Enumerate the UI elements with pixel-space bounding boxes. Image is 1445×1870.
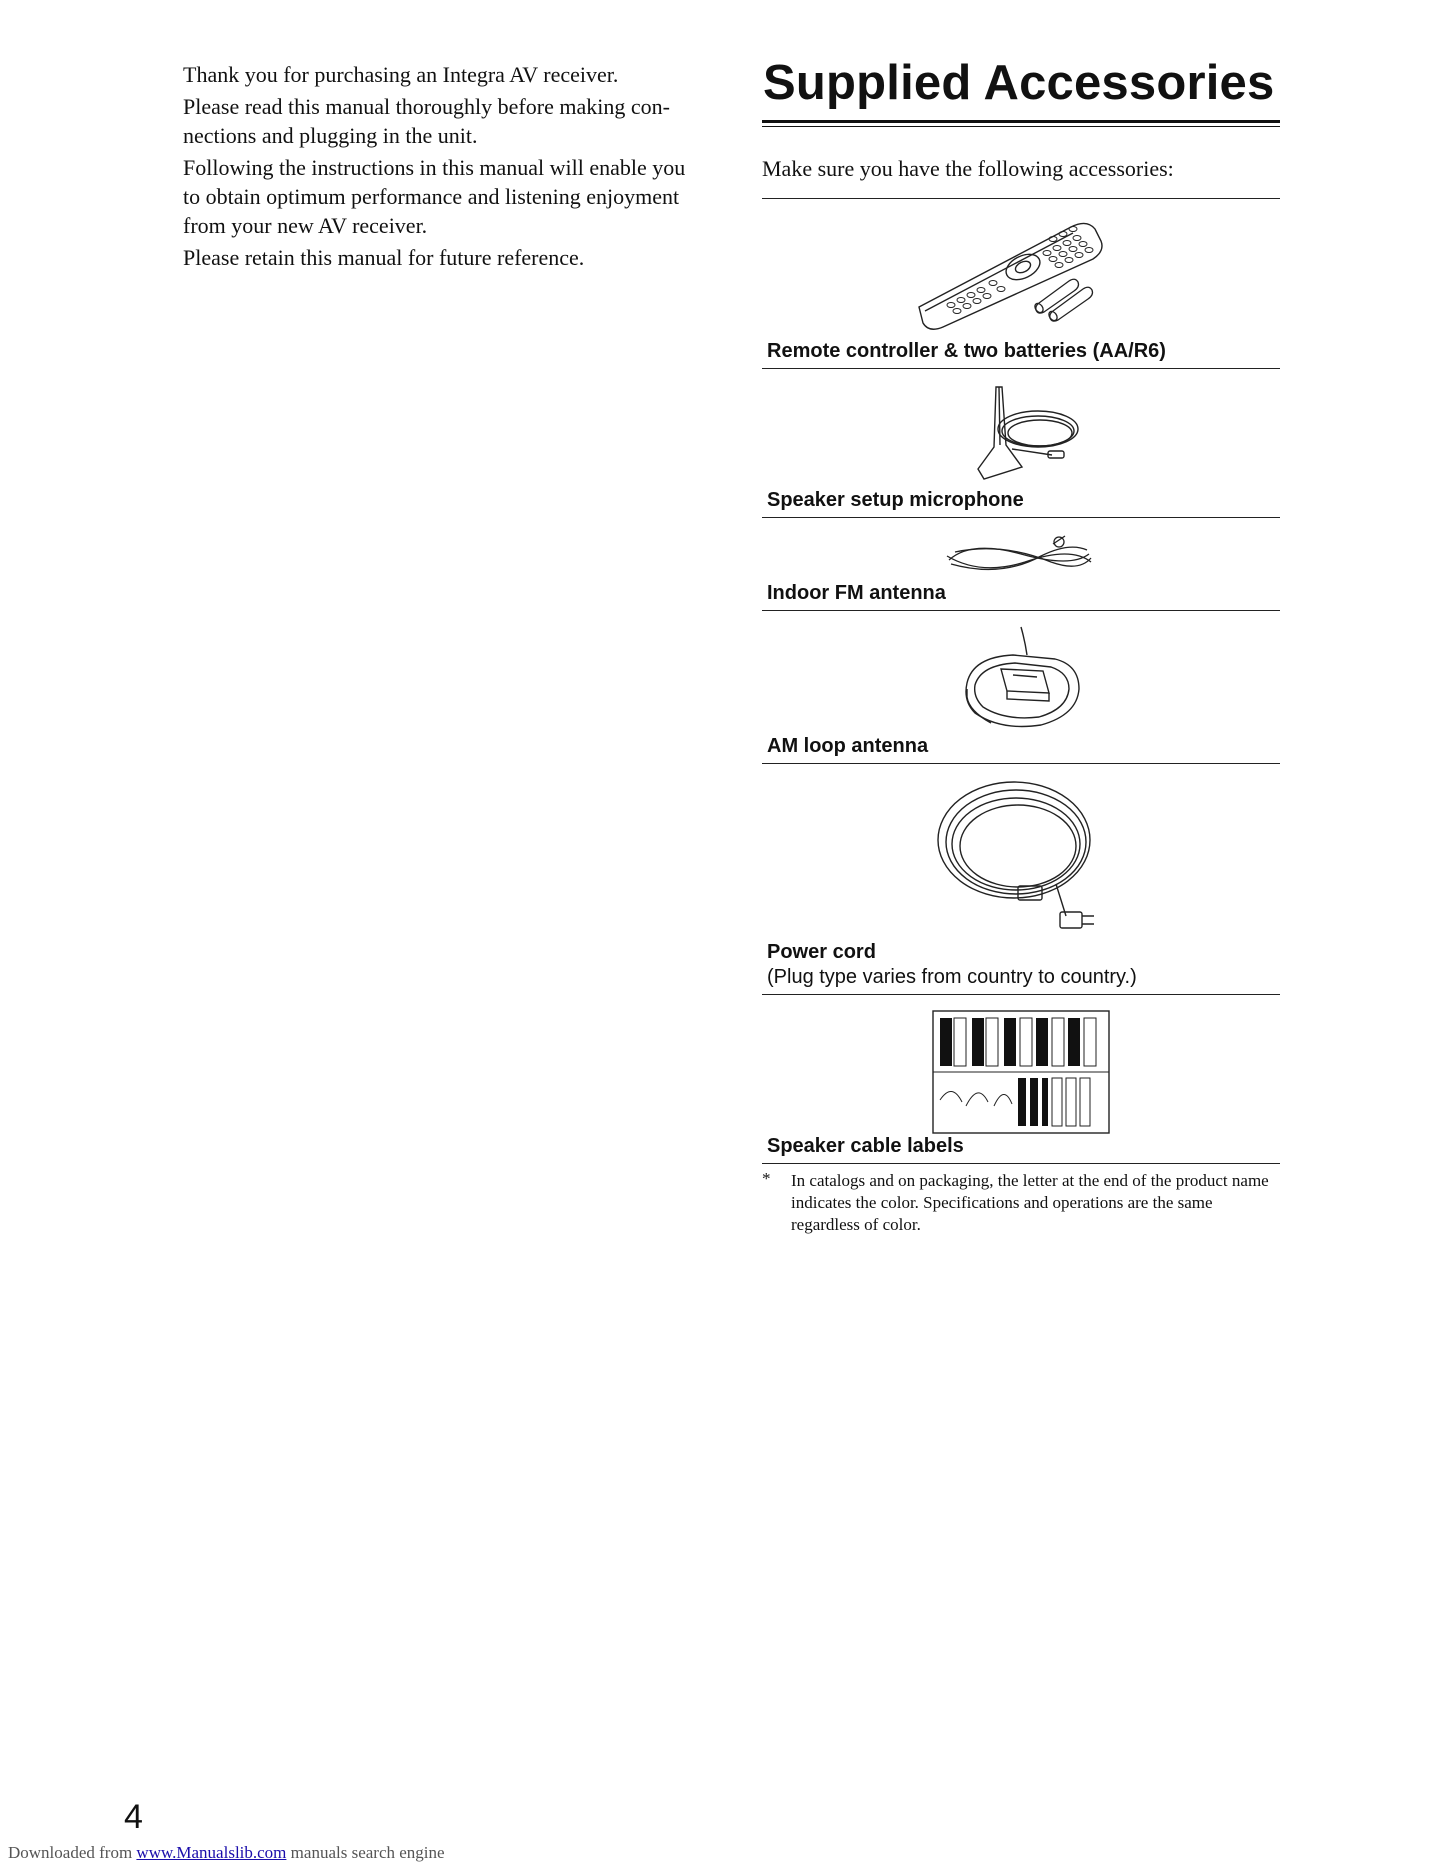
intro-paragraph: Thank you for purchasing an Integra AV receiver.	[183, 62, 619, 87]
accessory-label: Speaker setup microphone	[767, 489, 1024, 511]
accessory-label: Speaker cable labels	[767, 1135, 964, 1157]
footnote	[762, 1170, 1282, 1236]
accessory-label	[767, 940, 1137, 990]
accessory-label: Indoor FM antenna	[767, 582, 946, 604]
accessory-fm-antenna	[762, 518, 1280, 611]
accessory-remote	[762, 199, 1280, 369]
power-cord-icon	[936, 778, 1106, 934]
fm-antenna-icon	[941, 532, 1101, 582]
footer-prefix: Downloaded from	[8, 1843, 133, 1862]
accessories-section	[762, 50, 1280, 1164]
accessory-microphone	[762, 369, 1280, 518]
intro-paragraph: Following the instructions in this manual will enable you to obtain optimum performance and listening enjoyment from your new AV receiver.	[183, 155, 686, 238]
accessory-power-cord	[762, 764, 1280, 995]
section-title: Supplied Accessories	[763, 56, 1275, 110]
intro-text	[183, 60, 703, 275]
microphone-icon	[956, 385, 1086, 485]
footer-link[interactable]: www.Manualslib.com	[136, 1843, 287, 1862]
intro-paragraph: Please read this manual thoroughly before making con-nections and plugging in the unit.	[183, 94, 670, 148]
accessory-label-text: Power cord	[767, 941, 876, 963]
footer-suffix: manuals search engine	[290, 1843, 445, 1862]
accessory-label: AM loop antenna	[767, 735, 929, 757]
footnote-text: In catalogs and on packaging, the letter at the end of the product name indicates the color. Specifications and operations are the same regardless of color.	[791, 1171, 1269, 1234]
title-rule	[762, 120, 1280, 127]
accessory-am-antenna	[762, 611, 1280, 764]
footnote-marker: *	[762, 1169, 771, 1188]
accessory-label: Remote controller & two batteries (AA/R6)	[767, 340, 1166, 362]
accessory-note: (Plug type varies from country to country.)	[767, 966, 1137, 988]
section-lead: Make sure you have the following accessories:	[762, 156, 1174, 181]
remote-controller-icon	[911, 215, 1131, 333]
footer	[8, 1843, 445, 1863]
page-number: 4	[124, 1798, 143, 1836]
intro-paragraph: Please retain this manual for future reference.	[183, 245, 585, 270]
accessory-cable-labels	[762, 995, 1280, 1164]
cable-labels-icon	[932, 1010, 1110, 1134]
am-loop-antenna-icon	[951, 625, 1091, 737]
